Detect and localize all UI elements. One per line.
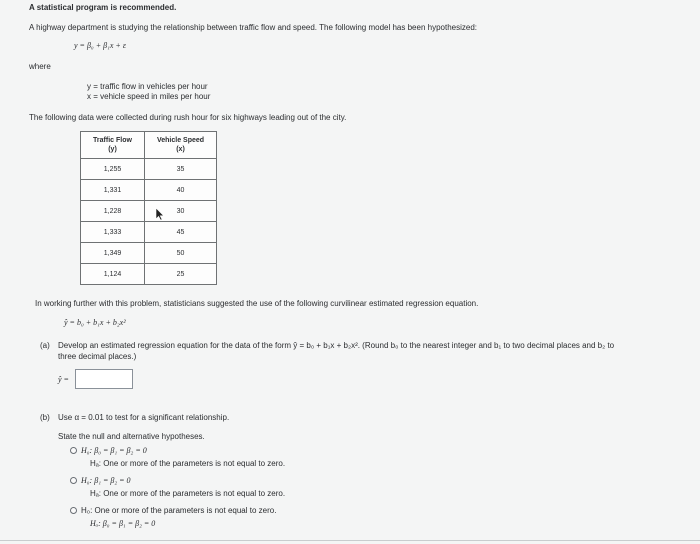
- table-row: [81, 243, 217, 264]
- header-vehicle-speed: [145, 132, 217, 159]
- table-row: [81, 180, 217, 201]
- cell-flow: 1,228: [81, 201, 145, 222]
- header-traffic-flow-line1: Traffic Flow: [93, 137, 132, 144]
- model-equation: y = β₀ + β₁x + ε: [74, 41, 126, 50]
- cell-flow: 1,331: [81, 180, 145, 201]
- part-b-text: Use α = 0.01 to test for a significant relationship.: [58, 413, 230, 422]
- part-b-label: (b): [40, 413, 50, 422]
- data-table: [80, 131, 217, 285]
- header-traffic-flow: [81, 132, 145, 159]
- option-3-h0: H₀: One or more of the parameters is not equal to zero.: [81, 506, 277, 515]
- hypothesis-option-3-radio[interactable]: [70, 507, 77, 514]
- bottom-divider: [0, 540, 700, 541]
- cell-flow: 1,124: [81, 264, 145, 285]
- cell-speed: 50: [145, 243, 217, 264]
- intro-text: A highway department is studying the relationship between traffic flow and speed. The following model has been hypothesized:: [29, 23, 477, 32]
- table-row: [81, 264, 217, 285]
- header-vehicle-speed-line2: (x): [176, 146, 185, 153]
- header-traffic-flow-line2: (y): [108, 146, 117, 153]
- option-2-h0: H₀: β₁ = β₂ = 0: [81, 476, 131, 485]
- mouse-cursor-icon: [155, 207, 165, 221]
- table-row: [81, 201, 217, 222]
- cell-speed: 25: [145, 264, 217, 285]
- part-a-text-line2: three decimal places.): [58, 352, 137, 361]
- cell-flow: 1,349: [81, 243, 145, 264]
- part-a-text-line1: Develop an estimated regression equation for the data of the form ŷ = b₀ + b₁x + b₂x². (Round b₀ to the nearest integer and b₁ to two decimal places and b₂ to: [58, 341, 615, 350]
- answer-label: ŷ =: [58, 375, 69, 384]
- cell-speed: 35: [145, 159, 217, 180]
- cell-speed: 40: [145, 180, 217, 201]
- hypothesis-option-1-radio[interactable]: [70, 447, 77, 454]
- further-text: In working further with this problem, statisticians suggested the use of the following curvilinear estimated regression equation.: [35, 299, 479, 308]
- table-row: [81, 159, 217, 180]
- curvilinear-equation: ŷ = b₀ + b₁x + b₂x²: [64, 318, 126, 327]
- definition-y: y = traffic flow in vehicles per hour: [87, 82, 208, 91]
- where-label: where: [29, 62, 51, 71]
- data-intro-text: The following data were collected during rush hour for six highways leading out of the city.: [29, 113, 347, 122]
- cell-flow: 1,333: [81, 222, 145, 243]
- option-1-h0: H₀: β₀ = β₁ = β₂ = 0: [81, 446, 147, 455]
- option-1-ha: Hₐ: One or more of the parameters is not equal to zero.: [90, 459, 286, 468]
- cell-flow: 1,255: [81, 159, 145, 180]
- option-3-ha: Hₐ: β₀ = β₁ = β₂ = 0: [90, 519, 156, 528]
- table-row: [81, 222, 217, 243]
- hypothesis-option-2-radio[interactable]: [70, 477, 77, 484]
- cell-speed: 45: [145, 222, 217, 243]
- regression-equation-input[interactable]: [75, 369, 133, 389]
- part-b-subtext: State the null and alternative hypotheses.: [58, 432, 205, 441]
- notice-text: A statistical program is recommended.: [29, 3, 177, 12]
- option-2-ha: Hₐ: One or more of the parameters is not equal to zero.: [90, 489, 286, 498]
- header-vehicle-speed-line1: Vehicle Speed: [156, 137, 205, 144]
- definition-x: x = vehicle speed in miles per hour: [87, 92, 211, 101]
- part-a-label: (a): [40, 341, 50, 350]
- cell-speed: 30: [145, 201, 217, 222]
